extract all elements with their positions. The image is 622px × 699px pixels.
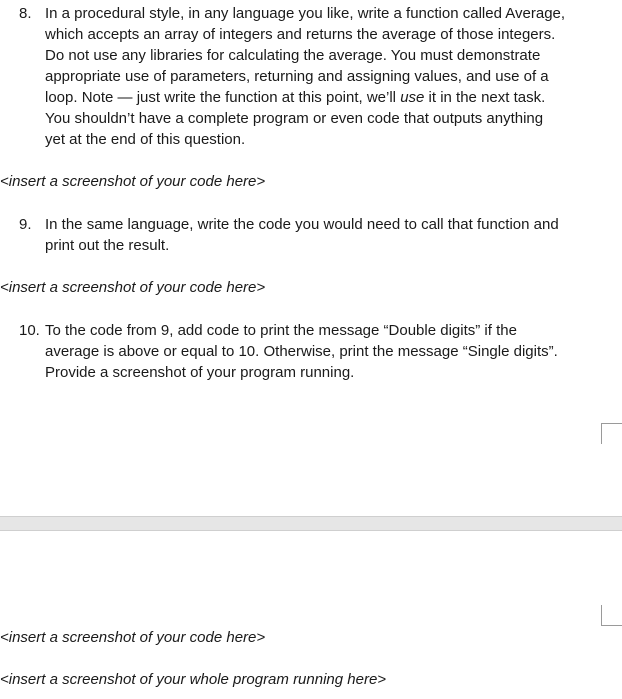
question-line (45, 87, 605, 108)
insert-code-placeholder: <insert a screenshot of your code here> (0, 279, 266, 296)
question-number: 9. (19, 216, 32, 233)
question-line: In a procedural style, in any language you like, write a function called Average, (45, 5, 566, 22)
question-text (45, 3, 605, 150)
question-line: Provide a screenshot of your program running. (45, 364, 355, 381)
insert-program-running-placeholder: <insert a screenshot of your whole program running here> (0, 671, 387, 688)
question-line: appropriate use of parameters, returning and assigning values, and use of a (45, 68, 549, 85)
document-page-2 (0, 531, 622, 699)
question-line: Do not use any libraries for calculating the average. You must demonstrate (45, 47, 541, 64)
emphasized-word: use (400, 89, 425, 106)
page-break (0, 516, 622, 531)
question-line: yet at the end of this question. (45, 131, 246, 148)
question-line: In the same language, write the code you would need to call that function and (45, 216, 559, 233)
insert-code-placeholder: <insert a screenshot of your code here> (0, 629, 266, 646)
question-number: 8. (19, 5, 32, 22)
question-line: which accepts an array of integers and returns the average of those integers. (45, 26, 556, 43)
crop-mark-icon (601, 423, 622, 444)
question-line: To the code from 9, add code to print the message “Double digits” if the (45, 322, 517, 339)
question-number: 10. (19, 322, 40, 339)
question-text (45, 214, 605, 256)
question-text (45, 320, 605, 383)
question-line: print out the result. (45, 237, 170, 254)
question-line: You shouldn’t have a complete program or even code that outputs anything (45, 110, 544, 127)
question-line: average is above or equal to 10. Otherwise, print the message “Single digits”. (45, 343, 558, 360)
note-start: loop. Note — just write the function at this point, we’ll use it in the next task. (45, 89, 546, 106)
insert-code-placeholder: <insert a screenshot of your code here> (0, 173, 266, 190)
crop-mark-icon (601, 605, 622, 626)
